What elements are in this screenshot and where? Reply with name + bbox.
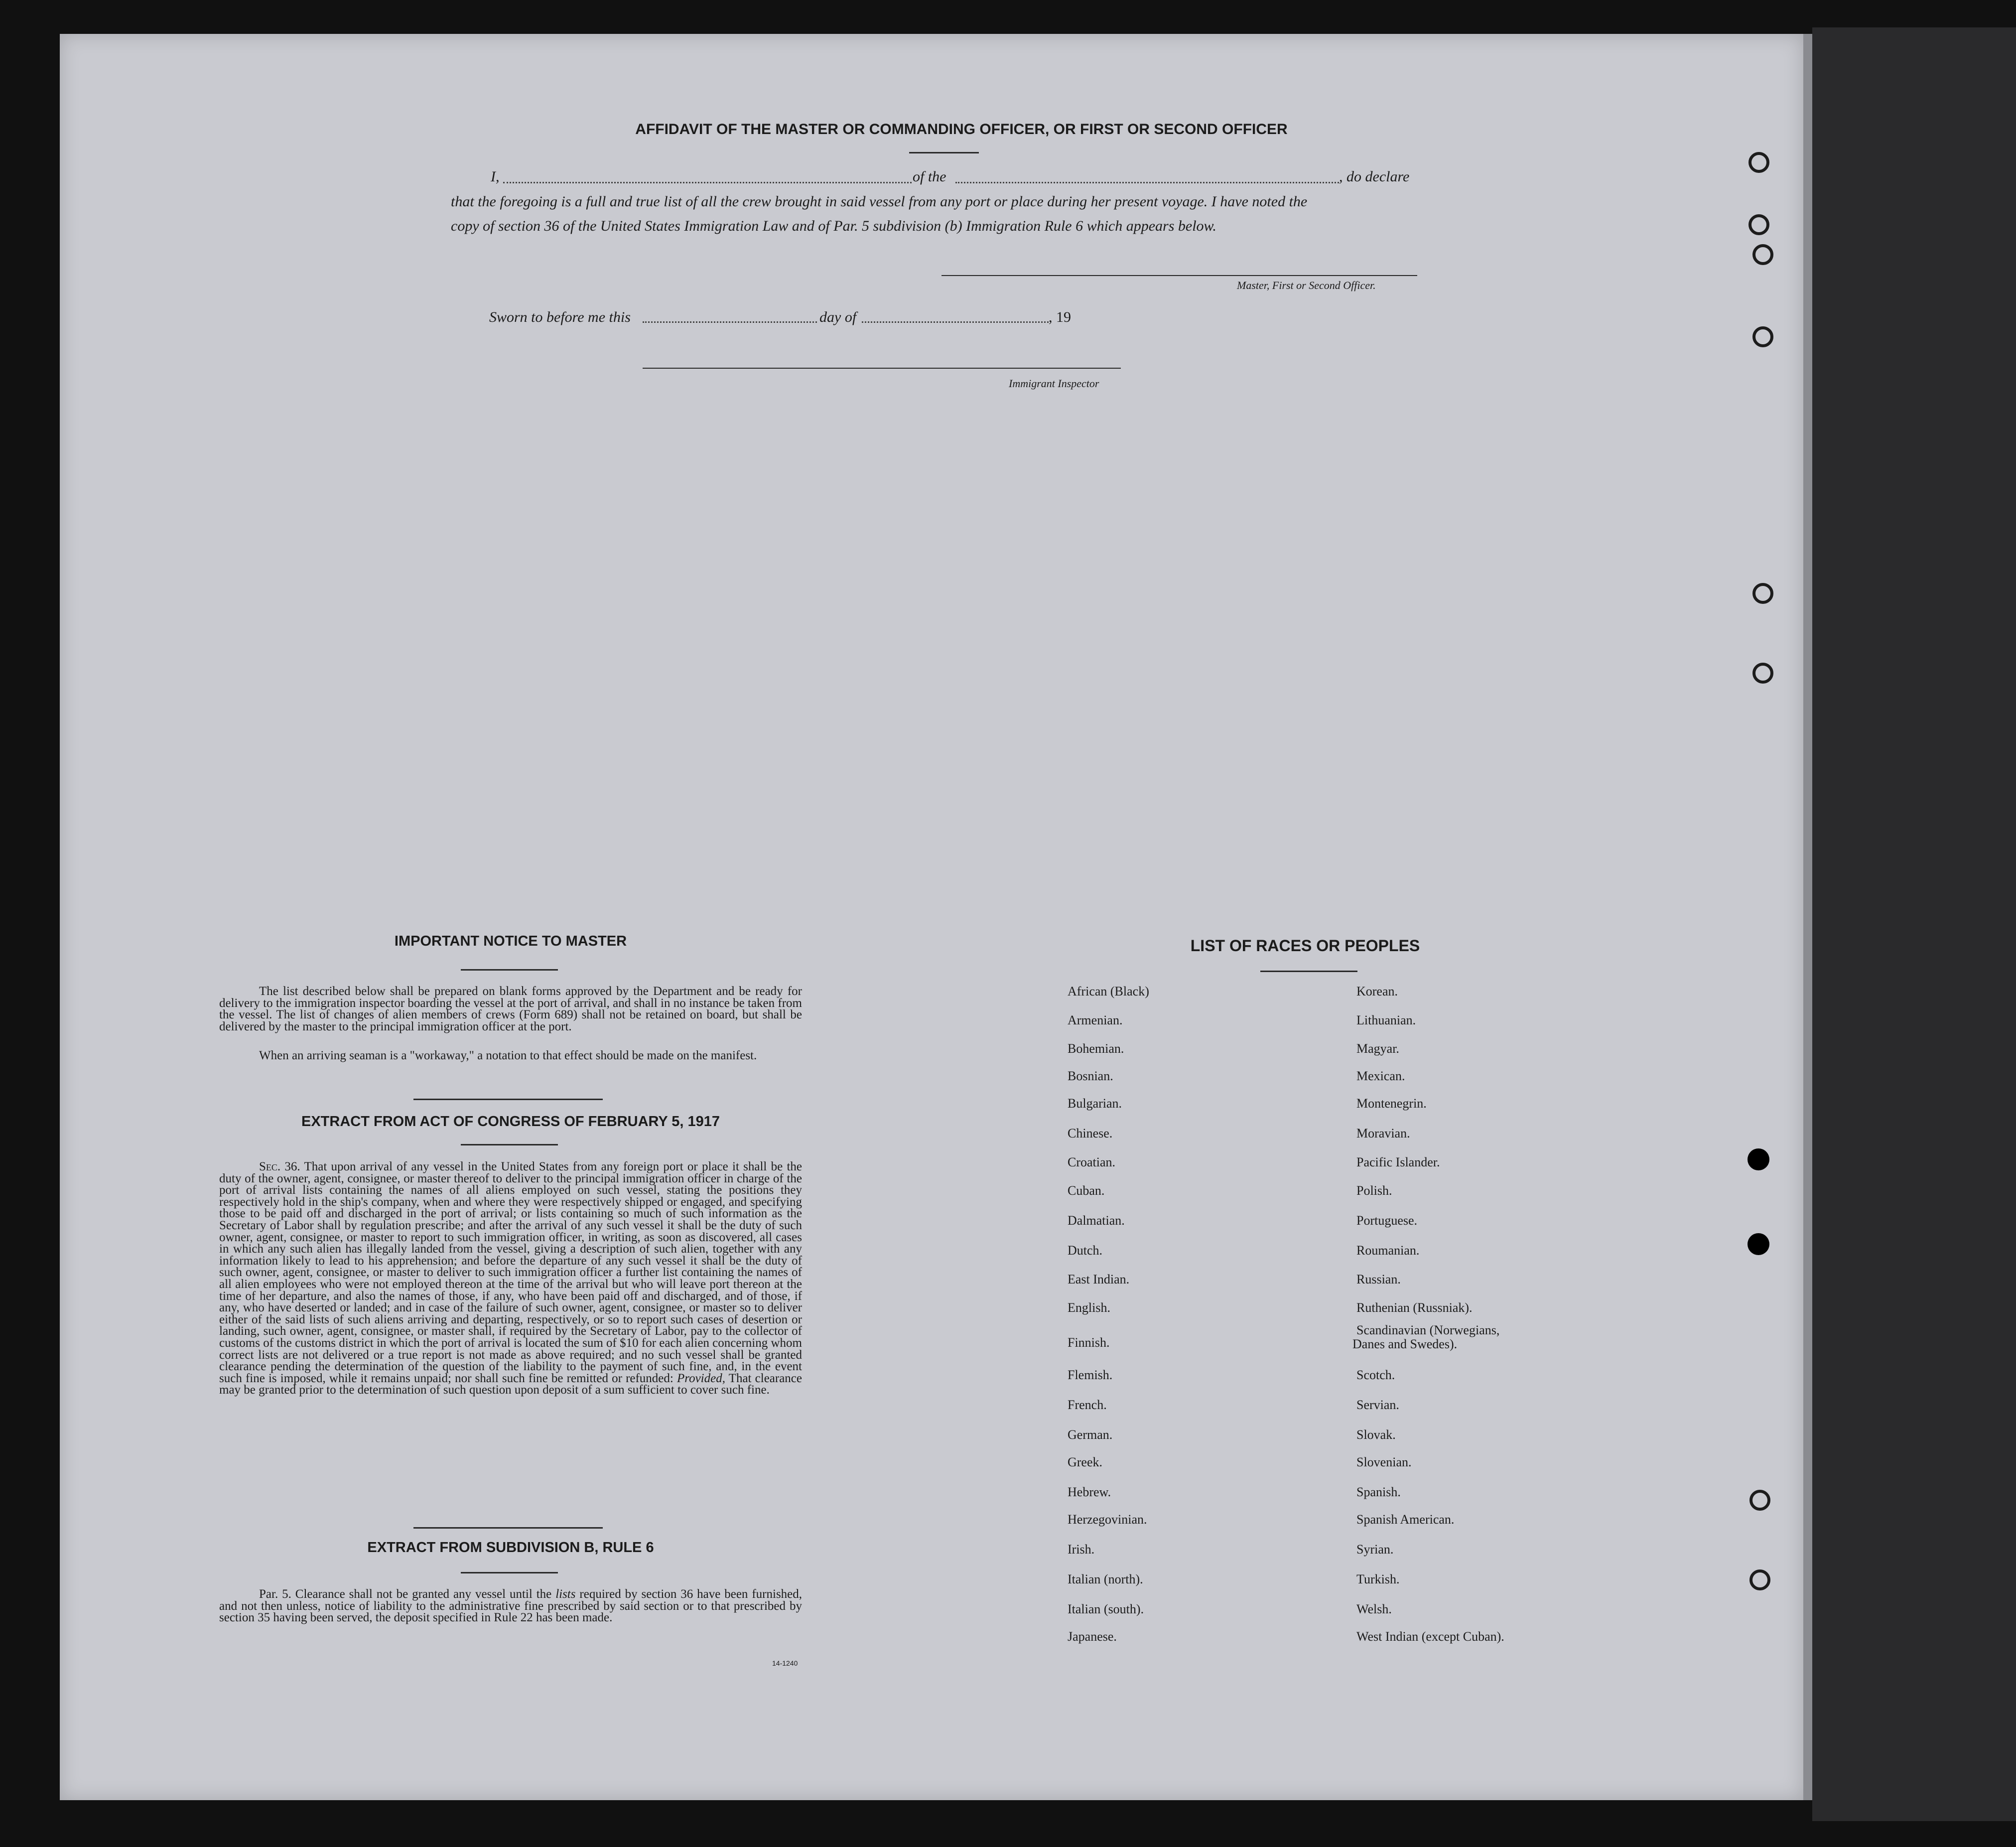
section-36-text	[219, 1161, 802, 1396]
race-item: African (Black)	[1068, 984, 1149, 998]
manifest-sheet	[60, 34, 1803, 1800]
race-item: Danes and Swedes).	[1352, 1337, 1458, 1351]
race-item: Magyar.	[1356, 1041, 1399, 1056]
title-rule	[909, 152, 979, 153]
inspector-signature-line	[643, 368, 1121, 369]
par-5-a: Par. 5. Clearance shall not be granted any vessel until the	[259, 1587, 552, 1601]
extract-rule	[461, 1144, 558, 1145]
day-of-text: day of	[819, 309, 857, 325]
notice-paragraph-1: The list described below shall be prepared on blank forms approved by the Department and be ready for delivery to the immigration inspector boarding the vessel at the port of arrival, and shall in no instance be taken from the vessel. The list of changes of alien members of crews (Form 689) shall not be retained on board, but shall be delivered by the master to the principal immigration officer at the port.	[219, 985, 802, 1033]
race-item: Polish.	[1356, 1183, 1392, 1198]
race-item: Dutch.	[1068, 1243, 1103, 1258]
master-caption: Master, First or Second Officer.	[1237, 279, 1376, 291]
race-item: Scotch.	[1356, 1368, 1395, 1382]
race-item: Japanese.	[1068, 1629, 1117, 1644]
race-item: Flemish.	[1068, 1368, 1113, 1382]
section-rule	[413, 1527, 603, 1529]
race-item: Greek.	[1068, 1455, 1103, 1469]
affidavit-i: I,	[491, 168, 500, 185]
race-item: French.	[1068, 1398, 1107, 1412]
binder-hole-icon	[1747, 1148, 1769, 1170]
race-item: Bohemian.	[1068, 1041, 1124, 1056]
sworn-month-blank	[862, 321, 1049, 323]
race-item: Turkish.	[1356, 1572, 1400, 1586]
sec-body: That upon arrival of any vessel in the United States from any foreign port or place it shall be the duty of the owner, agent, consignee, or master thereof to deliver to the principal immigration officer in charge of the port of arrival lists containing the names of all aliens employed on such vessel, stating the positions they respectively hold in the ship's company, when and where they were respectively shipped or engaged, and specifying those to be paid off and discharged in the port of arrival; or lists containing so much of such information as the Secretary of Labor shall by regulation prescribe; and after the arrival of any such vessel it shall be the duty of such owner, agent, consignee, or master to report to such immigration officer, in writing, as soon as discovered, all cases in which any such alien has illegally landed from the vessel, giving a description of such alien, together with any information likely to lead to his apprehension; and before the departure of any such vessel it shall be the duty of such owner, agent, consignee, or master to deliver to such immigration officer a further list containing the names of all alien employees who were not employed thereon at the time of the arrival but who will leave port thereon at the time of her departure, and also the names of those, if any, who have been paid off and discharged, and of those, if any, who have deserted or landed; and in case of the failure of such owner, agent, consignee, or master so to deliver either of the said lists of such aliens arriving and departing, respectively, or so to report such cases of desertion or landing, such owner, agent, consignee, or master shall, if required by the Secretary of Labor, pay to the collector of customs of the customs district in which the port of arrival is located the sum of $10 for each alien concerning whom correct lists are not delivered or a true report is not made as above required; and no such vessel shall be granted clearance pending the determination of the question of the liability to the payment of such fine, and, in the event such fine is imposed, while it remains unpaid; nor shall such fine be remitted or refunded:	[219, 1160, 802, 1385]
section-rule	[413, 1099, 603, 1100]
races-title: LIST OF RACES OR PEOPLES	[1190, 937, 1420, 955]
par-5-text	[219, 1588, 802, 1624]
affidavit-title: AFFIDAVIT OF THE MASTER OR COMMANDING OFFICER, OR FIRST OR SECOND OFFICER	[635, 121, 1288, 138]
sheet-edge	[1803, 34, 1812, 1800]
race-item: West Indian (except Cuban).	[1356, 1629, 1504, 1644]
notice-rule	[461, 969, 558, 971]
race-item: Armenian.	[1068, 1013, 1123, 1027]
binder-hole-icon	[1752, 326, 1773, 347]
race-item: Herzegovinian.	[1068, 1512, 1147, 1527]
inspector-caption: Immigrant Inspector	[1009, 377, 1099, 390]
form-number: 14-1240	[772, 1659, 798, 1667]
race-item: Welsh.	[1356, 1602, 1392, 1616]
sworn-day-blank	[643, 321, 817, 323]
sec-tail: That clearance may be granted prior to the determination of such question upon deposit of a sum sufficient to cover such fine.	[219, 1371, 802, 1397]
race-item: Montenegrin.	[1356, 1096, 1427, 1111]
extract-rule-rule	[461, 1572, 558, 1573]
race-item: Hebrew.	[1068, 1485, 1111, 1499]
race-item: Portuguese.	[1356, 1213, 1418, 1228]
races-rule	[1260, 971, 1357, 972]
race-item: German.	[1068, 1427, 1113, 1442]
affidavit-of-the: of the	[913, 168, 946, 185]
lists-word: lists	[555, 1587, 576, 1601]
race-item: Spanish.	[1356, 1485, 1401, 1499]
race-item: English.	[1068, 1300, 1110, 1315]
par-5-b: required by section 36 have been furnished, and not then unless, notice of liability to the administrative fine prescribed by said section or to that prescribed by section 35 having been served, the deposit specified in Rule 22 has been made.	[219, 1587, 803, 1625]
race-item: Slovak.	[1356, 1427, 1396, 1442]
binder-hole-icon	[1748, 214, 1769, 235]
race-item: Moravian.	[1356, 1126, 1410, 1140]
binder-strip	[1812, 27, 2016, 1821]
binder-hole-icon	[1749, 1490, 1770, 1511]
race-item: Servian.	[1356, 1398, 1399, 1412]
race-item: Scandinavian (Norwegians,	[1356, 1323, 1500, 1337]
race-item: Bosnian.	[1068, 1069, 1113, 1083]
sworn-text: Sworn to before me this	[489, 309, 631, 325]
race-item: Italian (north).	[1068, 1572, 1143, 1586]
year-text: , 19	[1049, 309, 1071, 325]
race-item: Korean.	[1356, 984, 1398, 998]
race-item: Chinese.	[1068, 1126, 1113, 1140]
vessel-blank	[955, 182, 1339, 183]
binder-hole-icon	[1752, 663, 1773, 684]
race-item: Lithuanian.	[1356, 1013, 1416, 1027]
race-item: Bulgarian.	[1068, 1096, 1122, 1111]
affidavit-declare: , do declare	[1339, 168, 1410, 185]
race-item: Syrian.	[1356, 1542, 1394, 1557]
provided-word: Provided,	[677, 1371, 725, 1385]
race-item: Slovenian.	[1356, 1455, 1412, 1469]
race-item: Roumanian.	[1356, 1243, 1420, 1258]
race-item: Finnish.	[1068, 1335, 1110, 1350]
name-blank	[503, 182, 912, 183]
binder-hole-icon	[1752, 244, 1773, 265]
extract-rule-title: EXTRACT FROM SUBDIVISION B, RULE 6	[367, 1540, 654, 1556]
notice-title: IMPORTANT NOTICE TO MASTER	[394, 933, 627, 949]
sec-label: Sec. 36.	[259, 1160, 300, 1173]
binder-hole-icon	[1748, 152, 1769, 173]
notice-paragraph-2: When an arriving seaman is a "workaway," a notation to that effect should be made on the manifest.	[259, 1049, 757, 1062]
binder-hole-icon	[1752, 583, 1773, 604]
race-item: Dalmatian.	[1068, 1213, 1125, 1228]
extract-congress-title: EXTRACT FROM ACT OF CONGRESS OF FEBRUARY 5, 1917	[301, 1114, 720, 1130]
race-item: Spanish American.	[1356, 1512, 1455, 1527]
affidavit-line-2: that the foregoing is a full and true list of all the crew brought in said vessel from any port or place during her present voyage. I have noted the	[451, 193, 1308, 210]
race-item: Croatian.	[1068, 1155, 1116, 1169]
race-item: Pacific Islander.	[1356, 1155, 1440, 1169]
race-item: Irish.	[1068, 1542, 1095, 1557]
binder-hole-icon	[1749, 1569, 1770, 1590]
master-signature-line	[941, 275, 1417, 276]
race-item: Ruthenian (Russniak).	[1356, 1300, 1473, 1315]
binder-hole-icon	[1747, 1233, 1769, 1255]
race-item: Russian.	[1356, 1272, 1401, 1286]
race-item: East Indian.	[1068, 1272, 1130, 1286]
race-item: Mexican.	[1356, 1069, 1405, 1083]
affidavit-line-3: copy of section 36 of the United States Immigration Law and of Par. 5 subdivision (b) Immigration Rule 6 which appears below.	[451, 218, 1216, 234]
race-item: Cuban.	[1068, 1183, 1105, 1198]
race-item: Italian (south).	[1068, 1602, 1144, 1616]
